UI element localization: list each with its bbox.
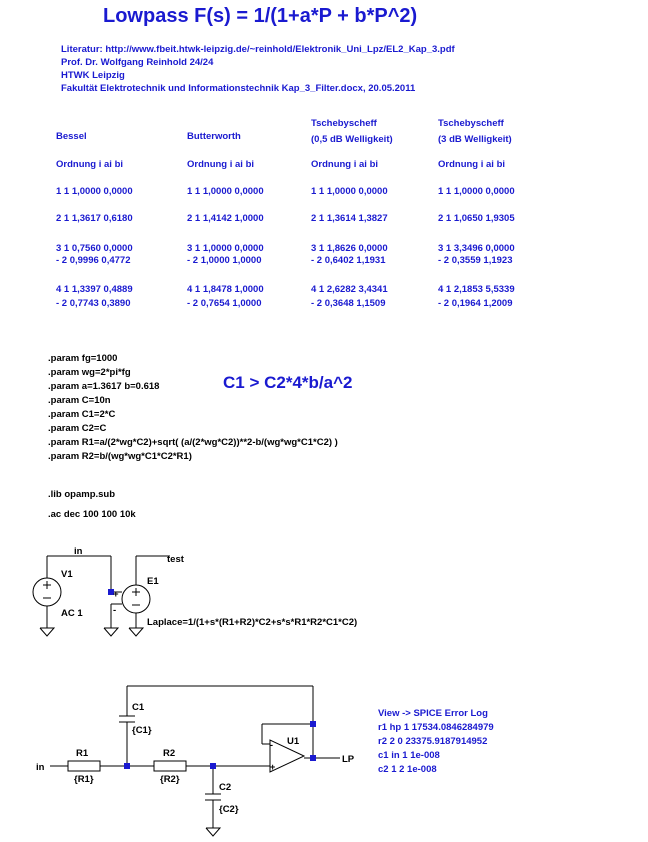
coef-row: - 2 0,3559 1,1923 (438, 255, 513, 266)
resistor-r2 (154, 761, 186, 771)
filter-header: Ordnung i ai bi (187, 159, 255, 170)
coef-row: - 2 0,7654 1,0000 (187, 298, 262, 309)
coef-row: 2 1 1,4142 1,0000 (187, 213, 264, 224)
coef-row: 2 1 1,0650 1,9305 (438, 213, 515, 224)
filter-header: Ordnung i ai bi (438, 159, 506, 170)
capacitor-c2-name: C2 (219, 782, 232, 793)
resistor-r1-name: R1 (76, 748, 89, 759)
opamp-u1-name: U1 (287, 736, 300, 747)
capacitor-c1-value: {C1} (132, 725, 152, 736)
log-line: r1 hp 1 17534.0846284979 (378, 722, 494, 733)
coef-row: 4 1 1,8478 1,0000 (187, 284, 264, 295)
param-line: .param fg=1000 (48, 353, 118, 364)
coef-row: - 2 0,6402 1,1931 (311, 255, 386, 266)
coef-row: 1 1 1,0000 0,0000 (438, 186, 515, 197)
lib-directive: .lib opamp.sub (48, 489, 116, 500)
opamp-plus-input: + (270, 762, 276, 772)
coef-row: - 2 0,1964 1,2009 (438, 298, 513, 309)
coef-row: 1 1 1,0000 0,0000 (311, 186, 388, 197)
param-line: .param C2=C (48, 423, 107, 434)
coef-row: - 2 1,0000 1,0000 (187, 255, 262, 266)
log-line: c1 in 1 1e-008 (378, 750, 440, 761)
coef-row: 3 1 3,3496 0,0000 (438, 243, 515, 254)
junction-dot (210, 763, 216, 769)
log-line: r2 2 0 23375.9187914952 (378, 736, 488, 747)
design-condition: C1 > C2*4*b/a^2 (223, 373, 353, 392)
coef-row: - 2 0,3648 1,1509 (311, 298, 386, 309)
source-name-v1: V1 (61, 569, 73, 580)
coef-row: 1 1 1,0000 0,0000 (56, 186, 133, 197)
filter-name: Butterworth (187, 131, 241, 142)
ground-symbol (104, 628, 118, 636)
coef-row: 2 1 1,3614 1,3827 (311, 213, 388, 224)
junction-dot (310, 721, 316, 727)
coef-row: 4 1 2,6282 3,4341 (311, 284, 388, 295)
opamp-minus-input: - (270, 740, 273, 750)
laplace-expression: Laplace=1/(1+s*(R1+R2)*C2+s*s*R1*R2*C1*C2) (147, 617, 358, 628)
filter-header: Ordnung i ai bi (56, 159, 124, 170)
reference-line: Prof. Dr. Wolfgang Reinhold 24/24 (61, 57, 214, 68)
filter-name: Tschebyscheff (438, 118, 504, 129)
resistor-r2-name: R2 (163, 748, 176, 759)
coef-row: 4 1 2,1853 5,5339 (438, 284, 515, 295)
reference-line: Literatur: http://www.fbeit.htwk-leipzig.de/~reinhold/Elektronik_Uni_Lpz/EL2_Kap_3.pdf (61, 44, 455, 55)
coef-row: 4 1 1,3397 0,4889 (56, 284, 133, 295)
param-line: .param R1=a/(2*wg*C2)+sqrt( (a/(2*wg*C2))**2-b/(wg*wg*C1*C2) ) (48, 437, 338, 448)
capacitor-c2 (205, 794, 221, 800)
filter-name-detail: (0,5 dB Welligkeit) (311, 134, 393, 145)
reference-line: Fakultät Elektrotechnik und Informationstechnik Kap_3_Filter.docx, 20.05.2011 (61, 83, 416, 94)
filter-header: Ordnung i ai bi (311, 159, 379, 170)
junction-dot (124, 763, 130, 769)
net-label-in: in (74, 546, 83, 557)
filter-name: Bessel (56, 131, 87, 142)
filter-name-detail: (3 dB Welligkeit) (438, 134, 512, 145)
reference-line: HTWK Leipzig (61, 70, 125, 81)
net-label-lp: LP (342, 754, 355, 765)
schematic-sallen-key-lowpass (50, 686, 340, 836)
resistor-r1-value: {R1} (74, 774, 94, 785)
resistor-r2-value: {R2} (160, 774, 180, 785)
param-line: .param C1=2*C (48, 409, 116, 420)
filter-name: Tschebyscheff (311, 118, 377, 129)
param-line: .param wg=2*pi*fg (48, 367, 131, 378)
coef-row: - 2 0,9996 0,4772 (56, 255, 131, 266)
coef-row: 3 1 0,7560 0,0000 (56, 243, 133, 254)
ground-symbol (206, 828, 220, 836)
param-line: .param C=10n (48, 395, 111, 406)
coef-row: - 2 0,7743 0,3890 (56, 298, 131, 309)
source-value-v1: AC 1 (61, 608, 83, 619)
capacitor-c1-name: C1 (132, 702, 145, 713)
coef-row: 3 1 1,8626 0,0000 (311, 243, 388, 254)
coef-row: 1 1 1,0000 0,0000 (187, 186, 264, 197)
log-line: View -> SPICE Error Log (378, 708, 488, 719)
ground-symbol (40, 628, 54, 636)
coef-row: 2 1 1,3617 0,6180 (56, 213, 133, 224)
param-line: .param R2=b/(wg*wg*C1*C2*R1) (48, 451, 192, 462)
net-label-test: test (167, 554, 184, 565)
ac-directive: .ac dec 100 100 10k (48, 509, 136, 520)
resistor-r1 (68, 761, 100, 771)
capacitor-c1 (119, 716, 135, 722)
ground-symbol (129, 628, 143, 636)
plus-sign: + (113, 589, 119, 600)
junction-dot (310, 755, 316, 761)
coef-row: 3 1 1,0000 0,0000 (187, 243, 264, 254)
minus-sign: - (113, 605, 117, 616)
net-label-in: in (36, 762, 45, 773)
param-line: .param a=1.3617 b=0.618 (48, 381, 160, 392)
page-title: Lowpass F(s) = 1/(1+a*P + b*P^2) (103, 5, 418, 27)
log-line: c2 1 2 1e-008 (378, 764, 437, 775)
capacitor-c2-value: {C2} (219, 804, 239, 815)
source-name-e1: E1 (147, 576, 159, 587)
